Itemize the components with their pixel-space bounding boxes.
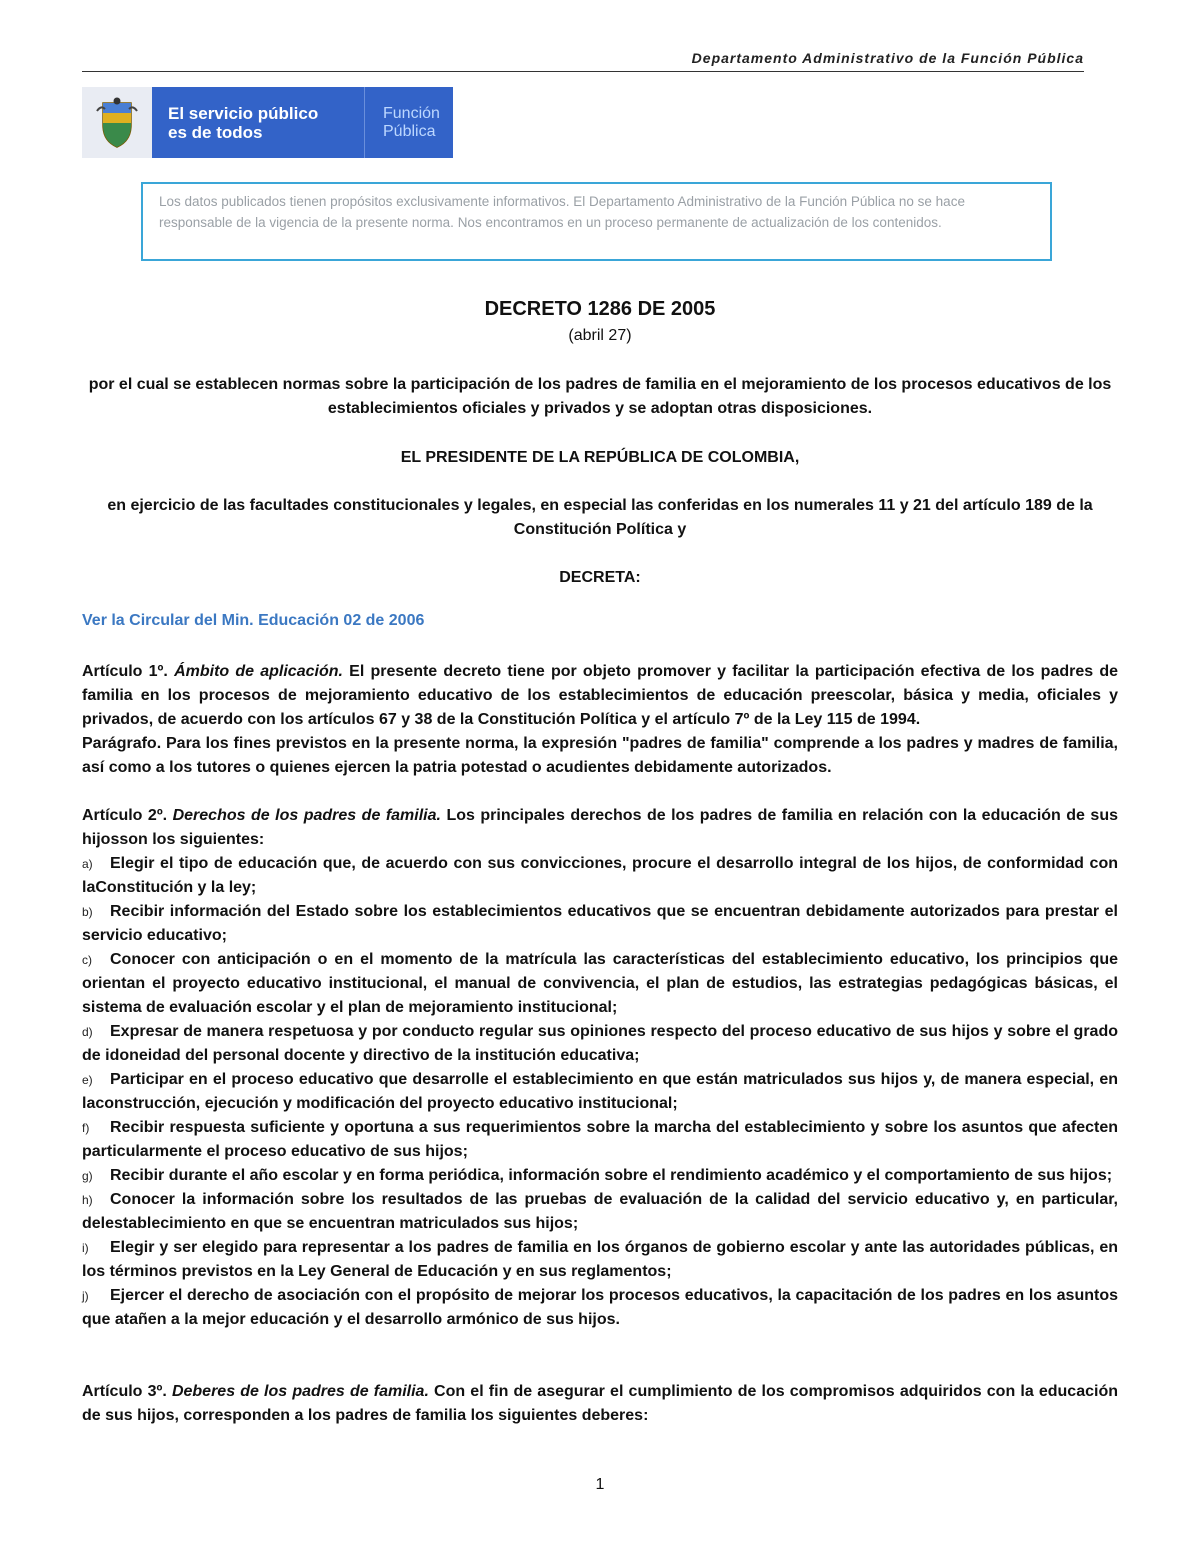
disclaimer-notice: Los datos publicados tienen propósitos exclusivamente informativos. El Departamento Administrativo de la Función Pública no se hace responsable de la vigencia de la presente norma. Nos encontramos en un proceso permanente de actualización de los contenidos. xyxy=(141,182,1052,261)
list-item-letter: a) xyxy=(82,857,93,871)
list-item-letter: f) xyxy=(82,1121,90,1135)
list-item-letter: g) xyxy=(82,1169,93,1183)
list-item-text: Expresar de manera respetuosa y por conducto regular sus opiniones respecto del proceso educativo de sus hijos y sobre el grado de idoneidad del personal docente y directivo de la institución educativa; xyxy=(82,1023,1118,1064)
article-1 xyxy=(82,660,1118,780)
article-1-heading: Ámbito de aplicación. xyxy=(174,663,343,680)
running-header: Departamento Administrativo de la Función Pública xyxy=(691,50,1084,66)
decree-date: (abril 27) xyxy=(568,327,632,344)
logo-banner xyxy=(152,87,453,158)
article-2-body: Los principales derechos de los padres de familia en relación con la educación de sus hijosson los siguientes: xyxy=(82,807,1118,848)
logo-brand-line1: Función xyxy=(383,104,440,122)
list-item xyxy=(82,948,1118,1020)
colombia-coat-of-arms-icon xyxy=(82,87,152,158)
circular-link[interactable]: Ver la Circular del Min. Educación 02 de 2006 xyxy=(82,612,425,629)
article-3-text xyxy=(82,1380,1118,1428)
decree-powers: en ejercicio de las facultades constitucionales y legales, en especial las conferidas en los numerales 11 y 21 del artículo 189 de la Constitución Política y xyxy=(107,497,1093,538)
logo-brand xyxy=(365,105,440,141)
list-item-letter: e) xyxy=(82,1073,93,1087)
list-item xyxy=(82,852,1118,900)
decree-title: DECRETO 1286 DE 2005 xyxy=(484,298,716,320)
header-rule xyxy=(82,71,1084,72)
list-item xyxy=(82,1188,1118,1236)
article-3-label: Artículo 3º. xyxy=(82,1383,167,1400)
article-1-text xyxy=(82,660,1118,732)
logo-slogan xyxy=(152,104,364,142)
article-3-body: Con el fin de asegurar el cumplimiento de los compromisos adquiridos con la educación de sus hijos, corresponden a los padres de familia los siguientes deberes: xyxy=(82,1383,1118,1424)
article-1-body: El presente decreto tiene por objeto promover y facilitar la participación efectiva de los padres de familia en los procesos de mejoramiento educativo de los establecimientos de educación preescolar, básica y media, oficiales y privados, de acuerdo con los artículos 67 y 38 de la Constitución Política y el artículo 7º de la Ley 115 de 1994. xyxy=(82,663,1119,728)
article-1-paragraph: Parágrafo. Para los fines previstos en la presente norma, la expresión "padres de familia" comprende a los padres y madres de familia, así como a los tutores o quienes ejercen la patria potestad o acudientes debidamente autorizados. xyxy=(82,735,1118,776)
decree-issuer: EL PRESIDENTE DE LA REPÚBLICA DE COLOMBIA, xyxy=(400,449,800,466)
logo-brand-line2: Pública xyxy=(383,122,436,140)
list-item-text: Recibir información del Estado sobre los establecimientos educativos que se encuentran debidamente autorizados para prestar el servicio educativo; xyxy=(82,903,1118,944)
page-number: 1 xyxy=(595,1476,605,1493)
article-2-intro xyxy=(82,804,1118,852)
article-2 xyxy=(82,804,1118,1332)
article-1-label: Artículo 1º. xyxy=(82,663,168,680)
list-item-text: Elegir el tipo de educación que, de acuerdo con sus convicciones, procure el desarrollo integral de los hijos, de conformidad con laConstitución y la ley; xyxy=(82,855,1118,896)
logo-slogan-line2: es de todos xyxy=(168,122,263,142)
article-3-heading: Deberes de los padres de familia. xyxy=(171,1383,429,1400)
list-item-letter: j) xyxy=(82,1289,89,1303)
list-item-letter: c) xyxy=(82,953,92,967)
list-item-letter: b) xyxy=(82,905,93,919)
decree-decreta: DECRETA: xyxy=(559,569,641,586)
list-item xyxy=(82,1020,1118,1068)
article-2-heading: Derechos de los padres de familia. xyxy=(172,807,441,824)
list-item-text: Recibir durante el año escolar y en forma periódica, información sobre el rendimiento académico y el comportamiento de sus hijos; xyxy=(110,1167,1113,1184)
list-item-text: Recibir respuesta suficiente y oportuna a sus requerimientos sobre la marcha del establecimiento y sobre los asuntos que afecten particularmente el proceso educativo de sus hijos; xyxy=(82,1119,1118,1160)
list-item xyxy=(82,1164,1118,1188)
list-item xyxy=(82,1236,1118,1284)
list-item xyxy=(82,1116,1118,1164)
list-item-letter: h) xyxy=(82,1193,93,1207)
list-item-text: Conocer la información sobre los resultados de las pruebas de evaluación de la calidad del servicio educativo y, en particular, delestablecimiento en que se encuentran matriculados sus hijos; xyxy=(82,1191,1118,1232)
list-item xyxy=(82,1284,1118,1332)
list-item-text: Conocer con anticipación o en el momento de la matrícula las características del establecimiento educativo, los principios que orientan el proyecto educativo institucional, el manual de convivencia, el plan de estudios, las estrategias pedagógicas básicas, el sistema de evaluación escolar y el plan de mejoramiento institucional; xyxy=(82,951,1118,1016)
article-2-label: Artículo 2º. xyxy=(82,807,168,824)
list-item xyxy=(82,900,1118,948)
decree-subject: por el cual se establecen normas sobre la participación de los padres de familia en el mejoramiento de los procesos educativos de los establecimientos oficiales y privados y se adoptan otras disposiciones. xyxy=(88,376,1112,417)
list-item-text: Elegir y ser elegido para representar a los padres de familia en los órganos de gobierno escolar y ante las autoridades públicas, en los términos previstos en la Ley General de Educación y en sus reglamentos; xyxy=(82,1239,1118,1280)
list-item-text: Ejercer el derecho de asociación con el propósito de mejorar los procesos educativos, la capacitación de los padres en los asuntos que atañen a la mejor educación y el desarrollo armónico de sus hijos. xyxy=(82,1287,1118,1328)
list-item-letter: i) xyxy=(82,1241,89,1255)
list-item xyxy=(82,1068,1118,1116)
funcion-publica-logo xyxy=(82,87,453,158)
list-item-text: Participar en el proceso educativo que desarrolle el establecimiento en que están matriculados sus hijos y, de manera especial, en laconstrucción, ejecución y modificación del proyecto educativo institucional; xyxy=(82,1071,1118,1112)
logo-slogan-line1: El servicio público xyxy=(168,103,319,123)
list-item-letter: d) xyxy=(82,1025,93,1039)
article-3 xyxy=(82,1380,1118,1428)
